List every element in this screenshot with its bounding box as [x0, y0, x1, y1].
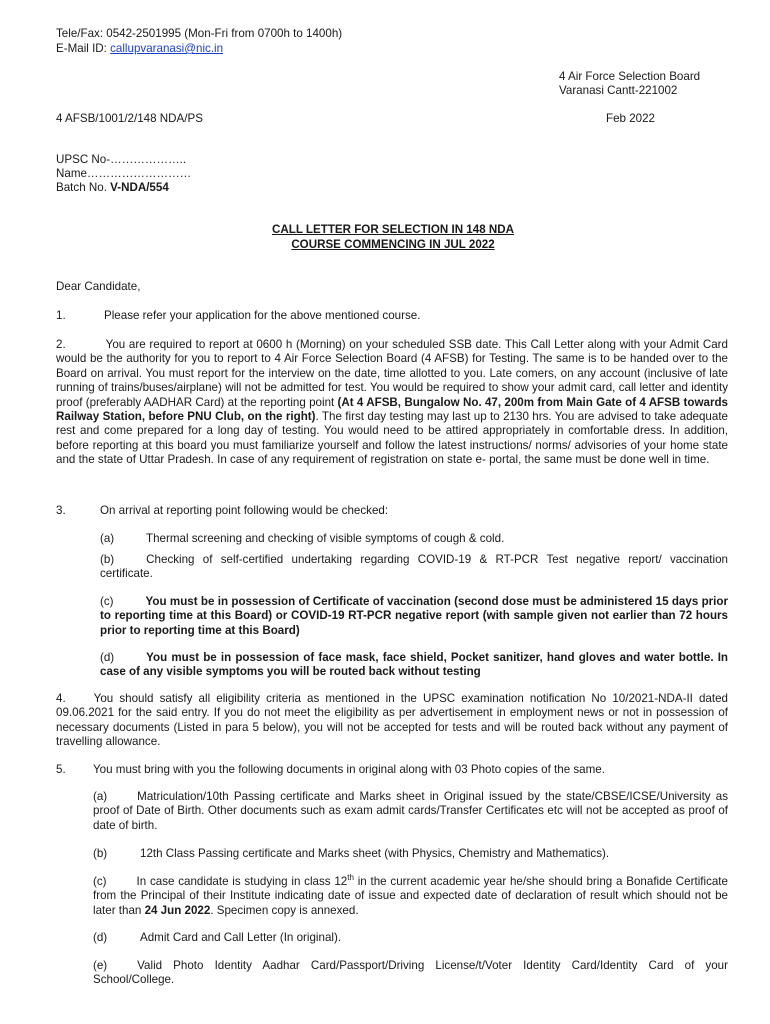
contact-line: Tele/Fax: 0542-2501995 (Mon-Fri from 0700h to 1400h) [56, 27, 343, 40]
para5-intro: You must bring with you the following documents in original along with 03 Photo copies of the same. [93, 763, 605, 776]
para5-c-label: (c) [93, 875, 107, 888]
office-address: Varanasi Cantt-221002 [559, 84, 678, 97]
batch-label: Batch No. [56, 181, 111, 194]
reference-number: 4 AFSB/1001/2/148 NDA/PS [56, 112, 203, 125]
para3-a-label: (a) [100, 532, 115, 545]
para5-c-text-a: In case candidate is studying in class 12 [136, 875, 348, 888]
email-line [56, 42, 223, 56]
letter-date: Feb 2022 [606, 112, 655, 125]
salutation: Dear Candidate, [56, 280, 141, 293]
para5-a [93, 790, 728, 833]
para5-c [93, 875, 728, 918]
para2-text-b: . The first day testing may last up to 2130 hrs. You are advised to take adequate rest and come prepared for a long day of testing. You would need to be attired appropriately in comfortable dress. In addition, before reporting at this board you must familiarize yourself and follow the latest instructions/ norms/ advisories of your home state and the state of Uttar Pradesh. In case of any requirement of registration on state e- portal, the same must be done well in time. [56, 410, 728, 467]
para2-number: 2. [56, 338, 66, 351]
email-label: E-Mail ID: [56, 42, 111, 55]
para3-d-text-bold: You must be in possession of face mask, face shield, Pocket sanitizer, hand gloves and water bottle [146, 651, 711, 664]
para3-number: 3. [56, 504, 66, 517]
para4 [56, 692, 728, 750]
para3-d-label: (d) [100, 651, 115, 664]
para3-c-label: (c) [100, 595, 114, 608]
para2-text-a: You are required to report at 0600 h (Morning) on your scheduled SSB date. This Call Letter along with your Admit Card would be the authority for you to report to 4 Air Force Selection Board (4 AFSB) for Testing. The same is to be handed over to the Board on arrival. You must report for the interview on the date, time allotted to you. Late comers, on any account (inclusive of late running of trains/buses/airplane) will not be admitted for test. You would be required to show your admit card, call letter and identity proof (preferably AADHAR Card) at the reporting point [56, 338, 728, 409]
para5-c-date: 24 Jun 2022 [144, 903, 211, 917]
para5-c-text-c: . Specimen copy is annexed. [210, 903, 359, 917]
para3-b-text: Checking of self-certified undertaking regarding COVID-19 & RT-PCR Test negative report/ vaccination certificate. [100, 553, 728, 581]
para5-e [93, 959, 728, 988]
para1-number: 1. [56, 309, 66, 322]
office-name: 4 Air Force Selection Board [559, 70, 701, 83]
para5-e-text: Valid Photo Identity Aadhar Card/Passport/Driving License/t/Voter Identity Card/Identity Card of your School/College. [93, 959, 728, 987]
para1-text: Please refer your application for the above mentioned course. [104, 309, 421, 322]
para3-a-text: Thermal screening and checking of visible symptoms of cough & cold. [146, 532, 505, 545]
para2-reporting-point: (At 4 AFSB, Bungalow No. 47, 200m from Main Gate of 4 AFSB towards Railway Station, before PNU Club, on the right) [56, 395, 728, 424]
batch-value: V-NDA/554 [110, 181, 169, 194]
para5-a-label: (a) [93, 790, 108, 803]
para2 [56, 338, 728, 468]
para3-c-text: You must be in possession of Certificate of vaccination (second dose must be administered 15 days prior to reporting time at this Board) or COVID-19 RT-PCR negative report (with sample given not earlier than 72 hours prior to reporting time at this Board) [100, 595, 728, 637]
para5-b-text: 12th Class Passing certificate and Marks sheet (with Physics, Chemistry and Mathematics). [140, 847, 610, 860]
para3-d [100, 651, 728, 680]
para4-number: 4. [56, 692, 66, 705]
upsc-number: UPSC No-……………….. [56, 153, 187, 166]
para3-b-label: (b) [100, 553, 115, 566]
para4-text: You should satisfy all eligibility criteria as mentioned in the UPSC examination notification No 10/2021-NDA-II dated 09.06.2021 for the said entry. If you do not meet the eligibility as per advertisement in employment news or not in possession of necessary documents (Listed in para 5 below), you will not be accepted for tests and will be routed back without any payment of travelling allowance. [56, 692, 728, 749]
para3-b [100, 553, 728, 582]
batch-number [56, 181, 169, 195]
para5-a-text: Matriculation/10th Passing certificate and Marks sheet in Original issued by the state/CBSE/ICSE/University as proof of Date of Birth. Other documents such as exam admit cards/Transfer Certificates etc will not be accepted as proof of date of birth. [93, 790, 728, 832]
email-link[interactable]: callupvaranasi@nic.in [110, 42, 224, 55]
letter-title-line2: COURSE COMMENCING IN JUL 2022 [291, 238, 495, 251]
para3-d-text-rest: . In case of any visible symptoms you will be routed back without testing [100, 651, 728, 679]
para5-e-label: (e) [93, 959, 108, 972]
para3-c [100, 595, 728, 638]
candidate-name: Name……………………… [56, 167, 192, 180]
para5-d-text: Admit Card and Call Letter (In original). [140, 931, 342, 944]
para5-d-label: (d) [93, 931, 108, 944]
para3-intro: On arrival at reporting point following would be checked: [100, 504, 389, 517]
letter-title-line1: CALL LETTER FOR SELECTION IN 148 NDA [272, 223, 514, 236]
para5-c-text-b: in the current academic year he/she should bring a Bonafide Certificate from the Principal of their Institute indicating date of issue and expected date of declaration of result which should not be later than [93, 875, 728, 917]
para5-c-sup: th [347, 873, 354, 883]
para5-number: 5. [56, 763, 66, 776]
para5-b-label: (b) [93, 847, 108, 860]
